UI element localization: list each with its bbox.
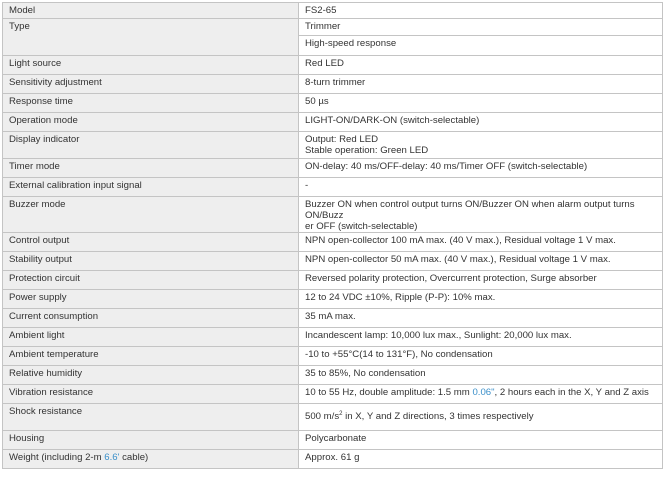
spec-label: Ambient temperature	[3, 347, 299, 366]
spec-row-shock-resistance	[3, 404, 663, 431]
spec-value: -10 to +55°C(14 to 131°F), No condensation	[299, 347, 663, 366]
spec-value: 35 to 85%, No condensation	[299, 366, 663, 385]
spec-label: Current consumption	[3, 309, 299, 328]
spec-value: LIGHT-ON/DARK-ON (switch-selectable)	[299, 113, 663, 132]
vibration-text-after: , 2 hours each in the X, Y and Z axis	[494, 387, 649, 398]
spec-value	[299, 385, 663, 404]
spec-label: Ambient light	[3, 328, 299, 347]
spec-label: Sensitivity adjustment	[3, 75, 299, 94]
spec-row-current-consumption	[3, 309, 663, 328]
spec-label: Type	[3, 19, 299, 56]
spec-value: Output: Red LED Stable operation: Green LED	[299, 132, 663, 159]
spec-value: FS2-65	[299, 3, 663, 19]
spec-value: Polycarbonate	[299, 431, 663, 450]
weight-label-after: cable)	[119, 452, 149, 463]
spec-row-protection-circuit	[3, 271, 663, 290]
spec-value: High-speed response	[299, 36, 663, 56]
spec-label: Shock resistance	[3, 404, 299, 431]
spec-value	[299, 404, 663, 431]
spec-value: ON-delay: 40 ms/OFF-delay: 40 ms/Timer OFF (switch-selectable)	[299, 159, 663, 178]
spec-label: Model	[3, 3, 299, 19]
spec-value: 8-turn trimmer	[299, 75, 663, 94]
feet-conversion: 6.6'	[104, 452, 120, 463]
spec-row-external-calibration	[3, 178, 663, 197]
shock-text-after: in X, Y and Z directions, 3 times respectively	[342, 411, 534, 422]
spec-value: Incandescent lamp: 10,000 lux max., Sunlight: 20,000 lux max.	[299, 328, 663, 347]
shock-text-before: 500 m/s	[305, 411, 340, 422]
spec-value: 12 to 24 VDC ±10%, Ripple (P-P): 10% max.	[299, 290, 663, 309]
spec-row-response-time	[3, 94, 663, 113]
spec-label: Vibration resistance	[3, 385, 299, 404]
spec-row-relative-humidity	[3, 366, 663, 385]
spec-table	[2, 2, 663, 469]
weight-label-before: Weight (including 2-m	[9, 452, 105, 463]
spec-label: Operation mode	[3, 113, 299, 132]
spec-row-timer-mode	[3, 159, 663, 178]
spec-row-operation-mode	[3, 113, 663, 132]
inch-conversion: 0.06"	[472, 387, 495, 398]
spec-row-housing	[3, 431, 663, 450]
spec-row-type	[3, 19, 663, 36]
spec-value: 35 mA max.	[299, 309, 663, 328]
spec-label: External calibration input signal	[3, 178, 299, 197]
spec-label: Relative humidity	[3, 366, 299, 385]
spec-row-buzzer-mode	[3, 197, 663, 233]
spec-label: Stability output	[3, 252, 299, 271]
spec-value: 50 µs	[299, 94, 663, 113]
spec-label: Response time	[3, 94, 299, 113]
spec-row-power-supply	[3, 290, 663, 309]
spec-value: -	[299, 178, 663, 197]
spec-value: Approx. 61 g	[299, 450, 663, 469]
spec-label: Protection circuit	[3, 271, 299, 290]
spec-row-ambient-light	[3, 328, 663, 347]
spec-value: Buzzer ON when control output turns ON/Buzzer ON when alarm output turns ON/Buzz er OFF (switch-selectable)	[299, 197, 663, 233]
spec-row-display-indicator	[3, 132, 663, 159]
spec-value: NPN open-collector 100 mA max. (40 V max.), Residual voltage 1 V max.	[299, 233, 663, 252]
vibration-text-before: 10 to 55 Hz, double amplitude: 1.5 mm	[305, 387, 473, 398]
spec-value: NPN open-collector 50 mA max. (40 V max.), Residual voltage 1 V max.	[299, 252, 663, 271]
spec-row-weight	[3, 450, 663, 469]
spec-row-ambient-temperature	[3, 347, 663, 366]
spec-label: Buzzer mode	[3, 197, 299, 233]
spec-value: Red LED	[299, 56, 663, 75]
shock-exponent: 2	[339, 411, 343, 417]
spec-label: Power supply	[3, 290, 299, 309]
spec-row-model	[3, 3, 663, 19]
spec-label: Light source	[3, 56, 299, 75]
spec-label: Housing	[3, 431, 299, 450]
spec-value: Reversed polarity protection, Overcurrent protection, Surge absorber	[299, 271, 663, 290]
spec-label	[3, 450, 299, 469]
spec-label: Display indicator	[3, 132, 299, 159]
spec-label: Timer mode	[3, 159, 299, 178]
spec-row-light-source	[3, 56, 663, 75]
spec-value: Trimmer	[299, 19, 663, 36]
spec-row-sensitivity	[3, 75, 663, 94]
spec-row-stability-output	[3, 252, 663, 271]
spec-row-vibration-resistance	[3, 385, 663, 404]
spec-row-control-output	[3, 233, 663, 252]
spec-label: Control output	[3, 233, 299, 252]
